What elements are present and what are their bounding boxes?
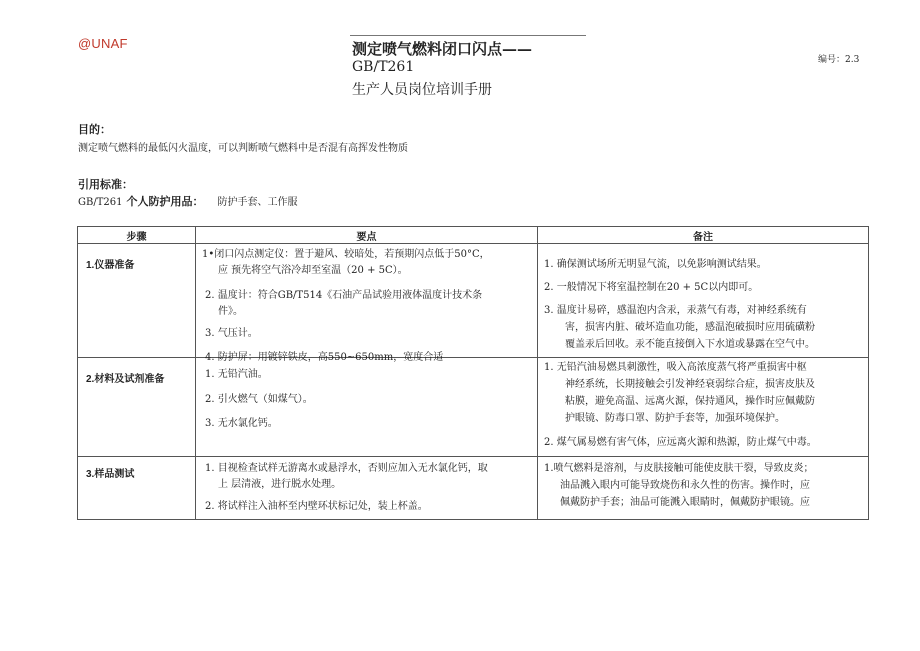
ppe-label: 个人防护用品： (126, 196, 204, 208)
note-line: 1. 无铅汽油易燃具刺激性，吸入高浓度蒸气将严重损害中枢 (544, 362, 807, 373)
table-row (78, 244, 869, 358)
note-line: 覆盖汞后回收。汞不能直接倒入下水道或暴露在空气中。 (565, 339, 815, 350)
note-line: 2. 煤气属易燃有害气体，应远离火源和热源，防止煤气中毒。 (544, 437, 817, 448)
note-line: 神经系统，长期接触会引发神经衰弱综合症，损害皮肤及 (565, 379, 815, 390)
brand-logo-text: @UNAF (78, 36, 128, 51)
points-cell (196, 358, 538, 457)
header-step: 步骤 (78, 227, 196, 244)
point-line: 3. 无水氯化钙。 (205, 418, 278, 429)
doc-title: 测定喷气燃料闭口闪点—— (352, 40, 533, 58)
standard-label: 引用标准： (78, 179, 133, 191)
step-label: 2.材料及试剂准备 (78, 358, 196, 457)
doc-standard-code: GB/T261 (352, 59, 415, 75)
table-header-row (78, 227, 869, 244)
note-line: 3. 温度计易碎，感温泡内含汞，汞蒸气有毒，对神经系统有 (544, 305, 807, 316)
points-cell (196, 457, 538, 520)
standard-line (78, 193, 297, 209)
point-line: 件》。 (218, 306, 243, 317)
point-line: 2. 温度计：符合GB/T514《石油产品试验用液体温度计技术条 (205, 290, 483, 301)
note-line: 粘膜，避免高温、远离火源，保持通风，操作时应佩戴防 (565, 396, 815, 407)
standard-code: GB/T261 (78, 197, 123, 208)
doc-subtitle: 生产人员岗位培训手册 (352, 82, 492, 98)
note-line: 油品溅入眼内可能导致烧伤和永久性的伤害。操作时，应 (560, 480, 810, 491)
point-line: 2. 引火燃气（如煤气）。 (205, 394, 313, 405)
header-points: 要点 (196, 227, 538, 244)
point-line: 1•闭口闪点测定仪：置于避风、较暗处，若预期闪点低于50°C， (202, 249, 490, 260)
note-line: 护眼镜、防毒口罩、防护手套等，加强环境保护。 (565, 413, 785, 424)
point-line: 1. 无铅汽油。 (205, 369, 268, 380)
notes-cell (538, 244, 869, 358)
table-row (78, 358, 869, 457)
header-rule (350, 35, 586, 36)
point-line: 4. 防护屏：用镀锌铁皮，高550~650mm，宽度合适 (205, 352, 444, 363)
ppe-value: 防护手套、工作服 (217, 197, 298, 208)
notes-cell (538, 358, 869, 457)
step-label: 3.样品测试 (78, 457, 196, 520)
note-line: 2. 一般情况下将室温控制在20 + 5C以内即可。 (544, 282, 759, 293)
purpose-label: 目的： (78, 124, 111, 136)
note-line: 佩戴防护手套；油品可能溅入眼睛时，佩戴防护眼镜。应 (560, 497, 810, 508)
point-line: 上 层清液，进行脱水处理。 (218, 479, 342, 490)
point-line: 应 预先将空气浴冷却至室温（20 + 5C）。 (218, 265, 408, 276)
procedure-table (77, 226, 869, 520)
header-notes: 备注 (538, 227, 869, 244)
note-line: 害，损害内脏、破坏造血功能，感温泡破损时应用硫磺粉 (565, 322, 815, 333)
point-line: 2. 将试样注入油杯至内壁环状标记处，装上杯盖。 (205, 501, 428, 512)
note-line: 1. 确保测试场所无明显气流，以免影响测试结果。 (544, 259, 767, 270)
notes-cell (538, 457, 869, 520)
doc-number: 编号：2.3 (818, 55, 860, 65)
point-line: 1. 目视检查试样无游离水或悬浮水，否则应加入无水氯化钙，取 (205, 463, 488, 474)
point-line: 3. 气压计。 (205, 328, 258, 339)
table-row (78, 457, 869, 520)
note-line: 1.喷气燃料是溶剂，与皮肤接触可能使皮肤干裂，导致皮炎； (544, 463, 814, 474)
purpose-text: 测定喷气燃料的最低闪火温度，可以判断喷气燃料中是否混有高挥发性物质 (78, 143, 408, 154)
points-cell (196, 244, 538, 363)
step-label: 1.仪器准备 (78, 244, 196, 358)
